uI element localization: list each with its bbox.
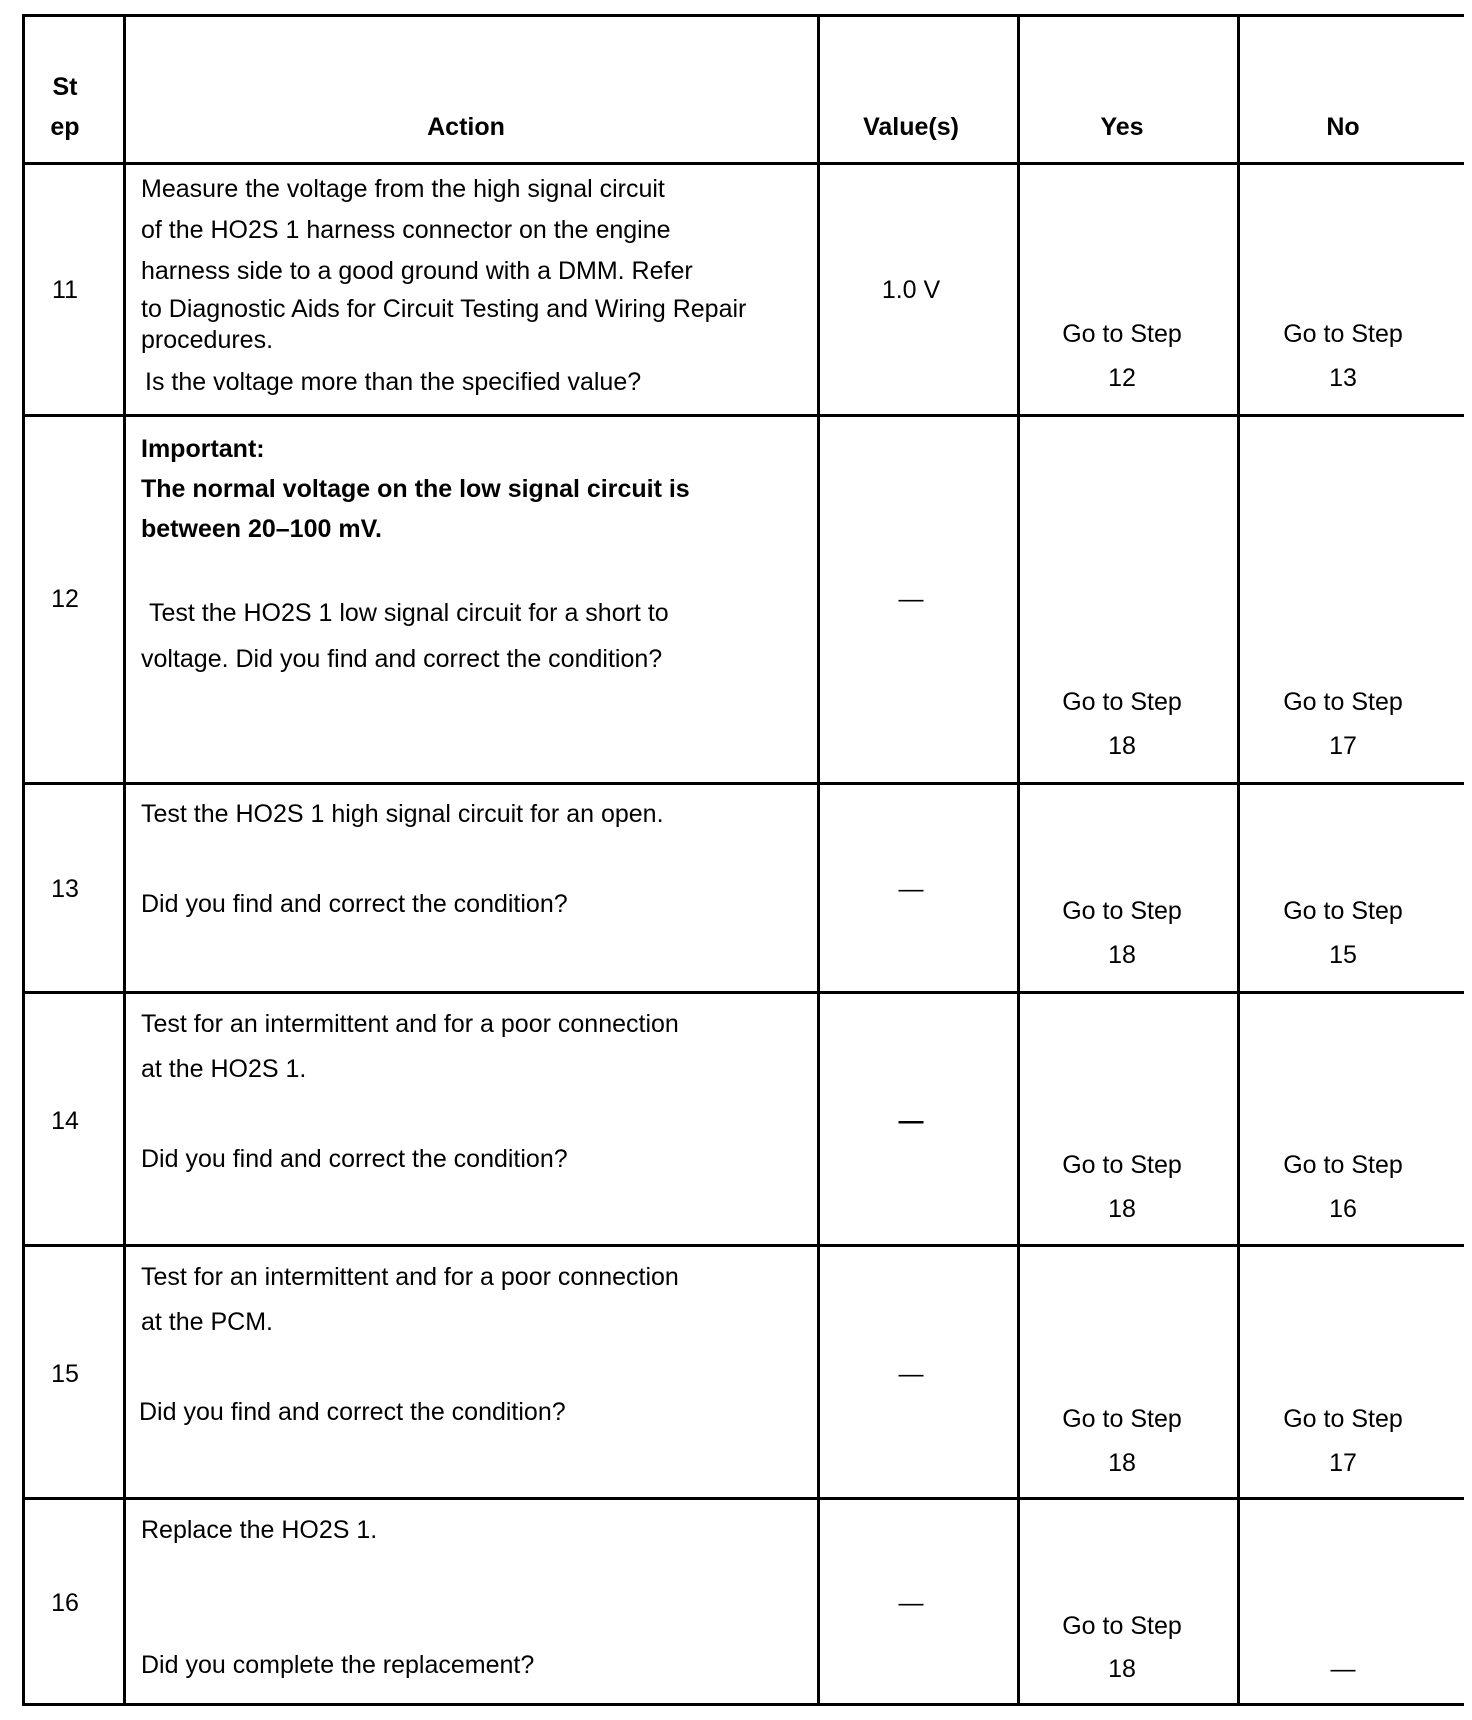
no-label: Go to Step: [1283, 897, 1403, 925]
no-step: 17: [1329, 1449, 1357, 1477]
action-question: voltage. Did you find and correct the condition?: [141, 645, 663, 673]
yes-label: Go to Step: [1062, 1151, 1182, 1179]
rule-yes-no: [1237, 14, 1240, 1706]
yes-label: Go to Step: [1062, 1612, 1182, 1640]
yes-label: Go to Step: [1062, 897, 1182, 925]
action-line: Measure the voltage from the high signal circuit: [141, 175, 665, 203]
value-cell: 1.0 V: [881, 276, 941, 304]
action-line: to Diagnostic Aids for Circuit Testing and Wiring Repair: [141, 295, 747, 323]
action-line: Test the HO2S 1 low signal circuit for a short to: [149, 599, 669, 627]
action-line: at the HO2S 1.: [141, 1055, 307, 1083]
diagnostic-table: [22, 14, 1464, 1706]
action-question: Did you find and correct the condition?: [141, 1145, 568, 1173]
action-line: procedures.: [141, 326, 274, 354]
action-line: Test for an intermittent and for a poor connection: [141, 1263, 679, 1291]
step-number: 16: [51, 1589, 79, 1617]
rule-row-11: [22, 414, 1464, 417]
action-question: Did you find and correct the condition?: [139, 1398, 566, 1426]
yes-step: 18: [1108, 1655, 1136, 1683]
value-cell: —: [898, 875, 924, 903]
yes-step: 12: [1108, 364, 1136, 392]
important-title: Important:: [141, 435, 265, 463]
rule-row-13: [22, 991, 1464, 994]
header-action: Action: [427, 113, 505, 141]
no-label: Go to Step: [1283, 688, 1403, 716]
value-cell: —: [898, 1107, 924, 1135]
header-values: Value(s): [863, 113, 959, 141]
no-step: 16: [1329, 1195, 1357, 1223]
rule-top: [22, 14, 1464, 17]
rule-action-value: [817, 14, 820, 1706]
yes-label: Go to Step: [1062, 320, 1182, 348]
action-question: Is the voltage more than the specified value?: [145, 368, 642, 396]
header-no: No: [1326, 113, 1360, 141]
no-step: 13: [1329, 364, 1357, 392]
action-line: harness side to a good ground with a DMM. Refer: [141, 257, 693, 285]
action-line: Test for an intermittent and for a poor connection: [141, 1010, 679, 1038]
no-label: Go to Step: [1283, 320, 1403, 348]
step-number: 12: [51, 585, 79, 613]
yes-step: 18: [1108, 1449, 1136, 1477]
action-question: Did you complete the replacement?: [141, 1651, 535, 1679]
rule-header: [22, 162, 1464, 165]
value-cell: —: [898, 1589, 924, 1617]
step-number: 15: [51, 1360, 79, 1388]
rule-step-action: [123, 14, 126, 1706]
rule-bottom: [22, 1703, 1464, 1706]
rule-row-12: [22, 782, 1464, 785]
no-label: Go to Step: [1283, 1405, 1403, 1433]
action-line: Replace the HO2S 1.: [141, 1516, 378, 1544]
step-number: 11: [52, 276, 78, 304]
no-label: Go to Step: [1283, 1151, 1403, 1179]
header-yes: Yes: [1100, 113, 1144, 141]
no-step: 17: [1329, 732, 1357, 760]
rule-row-15: [22, 1497, 1464, 1500]
no-value: —: [1330, 1655, 1356, 1683]
yes-label: Go to Step: [1062, 688, 1182, 716]
rule-value-yes: [1017, 14, 1020, 1706]
rule-left: [22, 14, 25, 1706]
yes-label: Go to Step: [1062, 1405, 1182, 1433]
important-line: between 20–100 mV.: [141, 515, 382, 543]
action-line: at the PCM.: [141, 1308, 273, 1336]
step-number: 13: [51, 875, 79, 903]
yes-step: 18: [1108, 732, 1136, 760]
action-question: Did you find and correct the condition?: [141, 890, 568, 918]
step-number: 14: [51, 1107, 79, 1135]
header-step-line1: St: [52, 73, 78, 101]
value-cell: —: [898, 1360, 924, 1388]
yes-step: 18: [1108, 1195, 1136, 1223]
important-line: The normal voltage on the low signal circuit is: [141, 475, 690, 503]
action-line: Test the HO2S 1 high signal circuit for an open.: [141, 800, 664, 828]
rule-row-14: [22, 1244, 1464, 1247]
value-cell: —: [898, 585, 924, 613]
no-step: 15: [1329, 941, 1357, 969]
header-step-line2: ep: [50, 113, 80, 141]
yes-step: 18: [1108, 941, 1136, 969]
action-line: of the HO2S 1 harness connector on the engine: [141, 216, 671, 244]
